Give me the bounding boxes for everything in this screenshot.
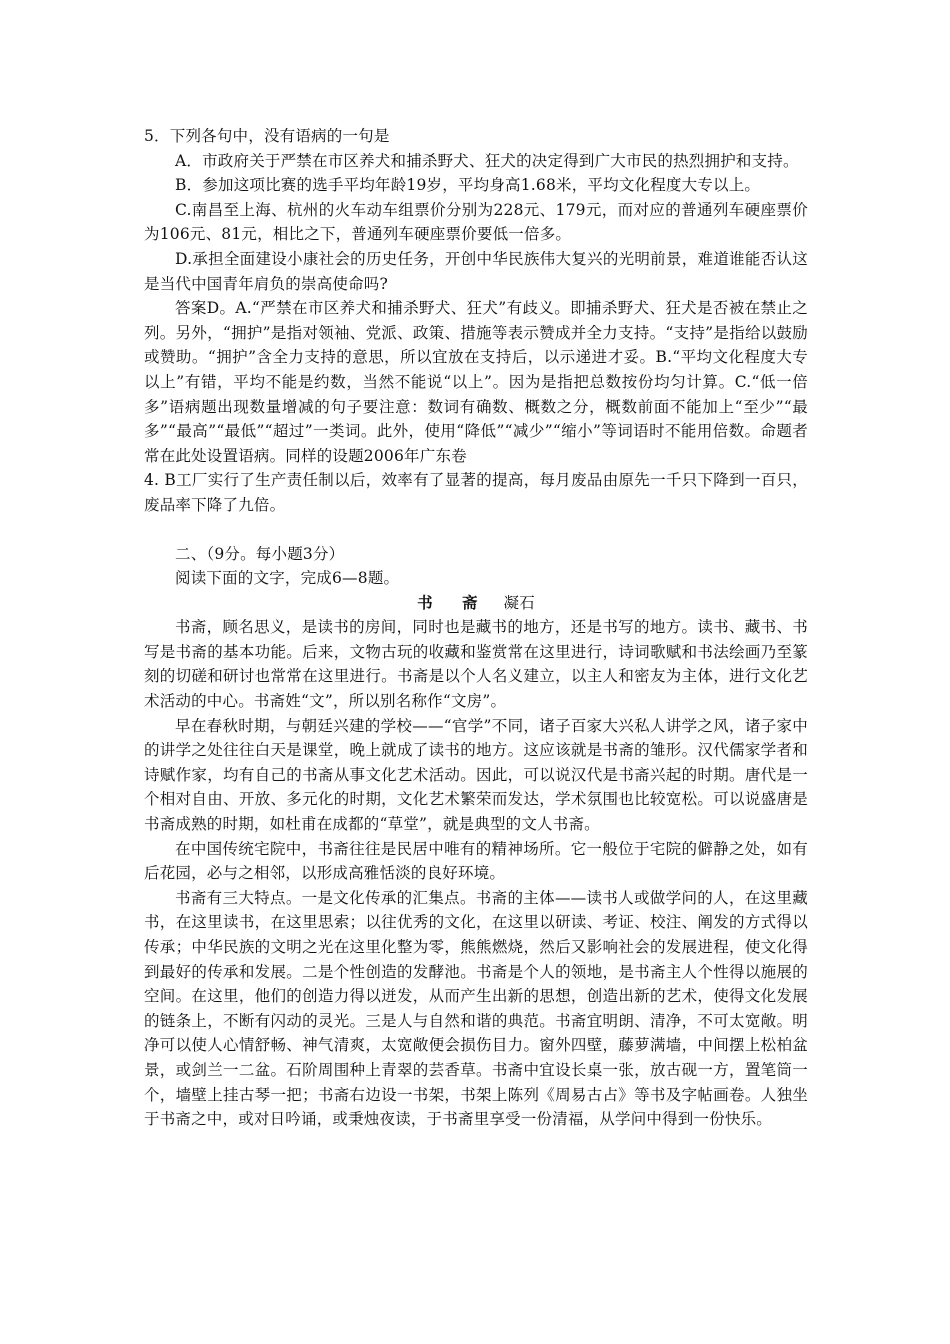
article-paragraph: 书斋，顾名思义，是读书的房间，同时也是藏书的地方，还是书写的地方。读书、藏书、书写是书斋的基本功能。后来，文物古玩的收藏和鉴赏常在这里进行，诗词歌赋和书法绘画乃至篆刻的切磋和研讨也常常在这里进行。书斋是以个人名义建立，以主人和密友为主体，进行文化艺术活动的中心。书斋姓“文”，所以别名称作“文房”。	[144, 618, 808, 711]
option-c: C.南昌至上海、杭州的火车动车组票价分别为228元、179元，而对应的普通列车硬座票价为106元、81元，相比之下，普通列车硬座票价要低一倍多。	[144, 200, 808, 244]
option-b: B．参加这项比赛的选手平均年龄19岁，平均身高1.68米，平均文化程度大专以上。	[175, 176, 761, 195]
article-author: 凝石	[503, 593, 535, 612]
section-header: 二、（9分。每小题3分）	[175, 544, 345, 563]
answer-continuation: 4. B工厂实行了生产责任制以后，效率有了显著的提高，每月废品由原先一千只下降到一百只，废品率下降了九倍。	[144, 471, 808, 514]
question-5-stem: 5．下列各句中，没有语病的一句是	[144, 127, 390, 145]
option-a: A．市政府关于严禁在市区养犬和捕杀野犬、狂犬的决定得到广大市民的热烈拥护和支持。	[175, 151, 799, 170]
article-paragraph: 早在春秋时期，与朝廷兴建的学校——“官学”不同，诸子百家大兴私人讲学之风，诸子家中的讲学之处往往白天是课堂，晚上就成了读书的地方。这应该就是书斋的雏形。汉代儒家学者和诗赋作家，均有自己的书斋从事文化艺术活动。因此，可以说汉代是书斋兴起的时期。唐代是一个相对自由、开放、多元化的时期，文化艺术繁荣而发达，学术氛围也比较宽松。可以说盛唐是书斋成熟的时期，如杜甫在成都的“草堂”，就是典型的文人书斋。	[144, 716, 808, 834]
answer-explanation: 答案D。A.“严禁在市区养犬和捕杀野犬、狂犬”有歧义。即捕杀野犬、狂犬是否被在禁止之列。另外，“拥护”是指对领袖、党派、政策、措施等表示赞成并全力支持。“支持”是指给以鼓励或赞助。“拥护”含全力支持的意思，所以宜放在支持后，以示递进才妥。B.“平均文化程度大专以上”有错，平均不能是约数，当然不能说“以上”。因为是指把总数按份均匀计算。C.“低一倍多”语病题出现数量增减的句子要注意：数词有确数、概数之分，概数前面不能加上“至少”“最多”“最高”“最低”“超过”一类词。此外，使用“降低”“减少”“缩小”等词语时不能用倍数。命题者常在此处设置语病。同样的设题2006年广东卷	[144, 299, 808, 465]
section-instruction: 阅读下面的文字，完成6—8题。	[175, 569, 400, 588]
article-title-line	[144, 591, 808, 616]
section-spacer	[144, 518, 808, 542]
document-page	[144, 124, 808, 1132]
option-d: D.承担全面建设小康社会的历史任务，开创中华民族伟大复兴的光明前景，难道谁能否认这是当代中国青年肩负的崇高使命吗?	[144, 249, 808, 293]
article-title: 书 斋	[417, 592, 490, 612]
article-paragraph: 在中国传统宅院中，书斋往往是民居中唯有的精神场所。它一般位于宅院的僻静之处，如有后花园，必与之相邻，以形成高雅恬淡的良好环境。	[144, 839, 808, 883]
article-paragraph: 书斋有三大特点。一是文化传承的汇集点。书斋的主体——读书人或做学问的人，在这里藏书，在这里读书，在这里思索；以往优秀的文化，在这里以研读、考证、校注、阐发的方式得以传承；中华民族的文明之光在这里化整为零，熊熊燃烧，然后又影响社会的发展进程，使文化得到最好的传承和发展。二是个性创造的发酵池。书斋是个人的领地，是书斋主人个性得以施展的空间。在这里，他们的创造力得以迸发，从而产生出新的思想，创造出新的艺术，使得文化发展的链条上，不断有闪动的灵光。三是人与自然和谐的典范。书斋宜明朗、清净，不可太宽敞。明净可以使人心情舒畅、神气清爽，太宽敞便会损伤目力。窗外四壁，藤萝满墙，中间摆上松柏盆景，或剑兰一二盆。石阶周围种上青翠的芸香草。书斋中宜设长桌一张，放古砚一方，置笔筒一个，墙壁上挂古琴一把；书斋右边设一书架，书架上陈列《周易古占》等书及字帖画卷。人独坐于书斋之中，或对日吟诵，或秉烛夜读，于书斋里享受一份清福，从学问中得到一份快乐。	[144, 888, 808, 1129]
